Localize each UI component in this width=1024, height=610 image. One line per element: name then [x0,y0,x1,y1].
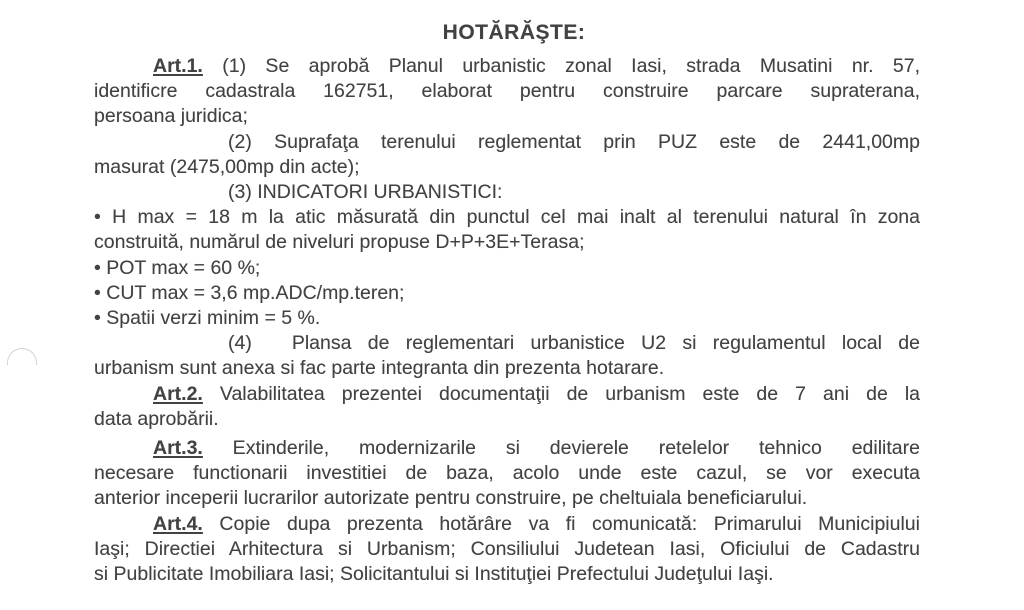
art2-line1-text: Valabilitatea prezentei documentaţii de urbanism este de 7 ani de la [202,382,920,405]
art3-line2: necesare functionarii investitiei de baza, acolo unde este cazul, se vor executa [94,462,920,485]
art1-line1 [94,54,920,79]
art4-line1 [94,512,920,537]
para4-line1-text: Plansa de reglementari urbanistice U2 si regulamentul local de [291,332,920,355]
indicator-pot: • POT max = 60 %; [94,256,261,279]
art4-line3: si Publicitate Imobiliara Iasi; Solicitantului si Instituţiei Prefectului Judeţului Iaşi. [94,563,774,586]
art4-line2: Iaşi; Directiei Arhitectura si Urbanism; Consiliului Judetean Iasi, Oficiului de Cadastru [94,537,920,560]
art3-line1 [94,436,920,461]
indicator-spatii: • Spatii verzi minim = 5 %. [94,307,321,330]
art4-label: Art.4. [153,512,203,535]
doc-title: HOTĂRĂŞTE: [442,21,586,44]
art4-line1-text: Copie dupa prezenta hotărâre va fi comunicată: Primarului Municipiului [202,512,920,535]
para2-line2: masurat (2475,00mp din acte); [94,155,360,178]
indicator-hmax-line2: construită, numărul de niveluri propuse D+P+3E+Terasa; [94,231,585,254]
art1-label: Art.1. [153,55,203,77]
art3-label: Art.3. [153,437,203,460]
art2-label: Art.2. [153,382,203,405]
para2-line1: (2) Suprafaţa terenului reglementat prin PUZ este de 2441,00mp [228,130,920,153]
art1-line2: identificre cadastrala 162751, elaborat pentru construire parcare supraterana, [94,80,920,103]
art2-line1 [94,382,920,407]
para4-number: (4) [228,332,252,355]
art3-line1-text: Extinderile, modernizarile si devierele retelelor tehnico edilitare [202,437,920,460]
indicator-hmax-line1: • H max = 18 m la atic măsurată din punctul cel mai inalt al terenului natural în zona [94,206,920,229]
art1-line1-text: (1) Se aprobă Planul urbanistic zonal Iasi, strada Musatini nr. 57, [202,55,920,77]
para4-line2: urbanism sunt anexa si fac parte integranta din prezenta hotarare. [94,357,665,380]
art3-line3: anterior inceperii lucrarilor autorizate pentru construire, pe cheltuiala beneficiarului. [94,487,808,510]
para4-line1 [94,331,920,356]
art1-line3: persoana juridica; [94,105,248,128]
scan-smudge-mark [7,348,37,365]
para3-line1: (3) INDICATORI URBANISTICI: [228,181,503,204]
indicator-cut: • CUT max = 3,6 mp.ADC/mp.teren; [94,281,405,304]
art2-line2: data aprobării. [94,407,219,430]
